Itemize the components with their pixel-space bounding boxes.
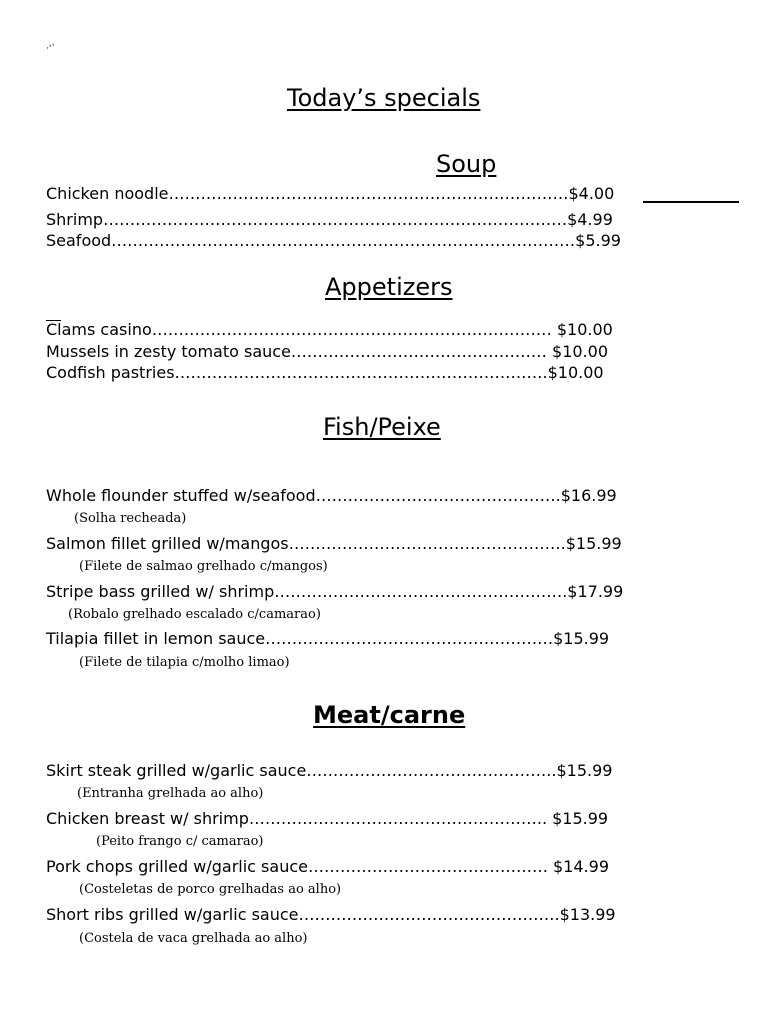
menu-item-appetizer: Clams casino………………………………………………………………… $10.00: [46, 320, 613, 339]
menu-item-translation: (Filete de salmao grelhado c/mangos): [79, 559, 328, 574]
menu-item-fish: Whole flounder stuffed w/seafood……………………………………….$16.99: [46, 486, 617, 505]
menu-item-translation: (Solha recheada): [74, 511, 187, 526]
section-heading-appetizers: Appetizers: [325, 273, 453, 301]
underline-rule: [643, 201, 739, 203]
page-title: Today’s specials: [287, 84, 481, 112]
menu-item-fish: Tilapia fillet in lemon sauce………………………………………………$15.99: [46, 629, 610, 648]
menu-item-translation: (Costela de vaca grelhada ao alho): [79, 931, 308, 946]
menu-item-soup: Shrimp……………………………………………………………………………$4.99: [46, 210, 613, 229]
menu-item-translation: (Filete de tilapia c/molho limao): [79, 655, 290, 670]
menu-item-fish: Stripe bass grilled w/ shrimp……………………………………………….$17.99: [46, 582, 624, 601]
menu-item-translation: (Robalo grelhado escalado c/camarao): [68, 607, 321, 622]
menu-item-appetizer: Mussels in zesty tomato sauce………………………………………… $10.00: [46, 342, 608, 361]
menu-item-translation: (Costeletas de porco grelhadas ao alho): [79, 882, 342, 897]
menu-item-meat: Short ribs grilled w/garlic sauce………………………………………….$13.99: [46, 905, 616, 924]
menu-item-translation: (Peito frango c/ camarao): [96, 834, 264, 849]
stray-mark: ·'`: [46, 44, 56, 54]
menu-item-appetizer: Codfish pastries…………………………………………………………….$10.00: [46, 363, 604, 382]
menu-item-meat: Skirt steak grilled w/garlic sauce………………………………………..$15.99: [46, 761, 613, 780]
menu-item-fish: Salmon fillet grilled w/mangos…………………………………………….$15.99: [46, 534, 622, 553]
section-heading-meat: Meat/carne: [313, 701, 466, 729]
menu-item-meat: Pork chops grilled w/garlic sauce……………………………………… $14.99: [46, 857, 610, 876]
menu-item-translation: (Entranha grelhada ao alho): [77, 786, 264, 801]
menu-item-meat: Chicken breast w/ shrimp……………………………………………….. $15.99: [46, 809, 609, 828]
menu-item-soup: Chicken noodle…………………………………………………………………$4.00: [46, 184, 615, 203]
section-heading-fish: Fish/Peixe: [323, 413, 441, 441]
menu-item-soup: Seafood……………………………………………………………………………$5.99: [46, 231, 621, 250]
section-heading-soup: Soup: [436, 150, 497, 178]
